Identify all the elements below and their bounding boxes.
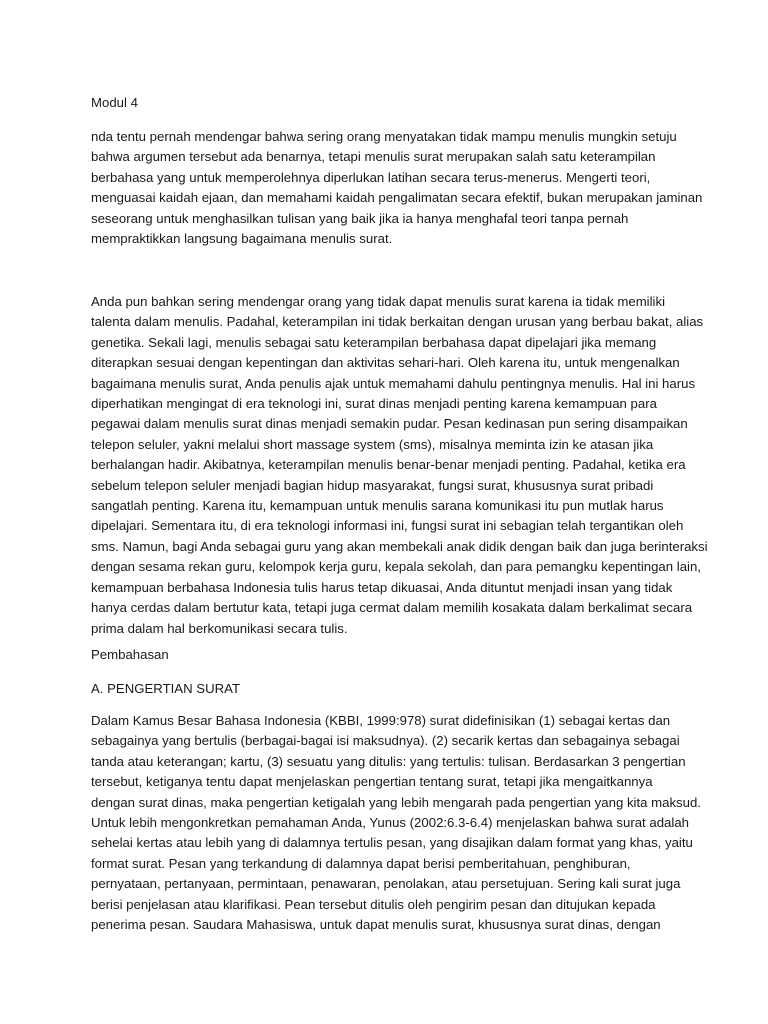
paragraph-line: sebelum telepon seluler menjadi bagian hidup masyarakat, fungsi surat, khususnya surat pribadi (91, 477, 654, 493)
paragraph-line: penerima pesan. Saudara Mahasiswa, untuk dapat menulis surat, khususnya surat dinas, dengan (91, 917, 661, 933)
paragraph-line: berisi penjelasan atau klarifikasi. Pean tersebut ditulis oleh pengirim pesan dan ditujukan kepada (91, 896, 656, 912)
section-a-heading (91, 679, 691, 699)
paragraph-line: Anda pun bahkan sering mendengar orang yang tidak dapat menulis surat karena ia tidak memiliki (91, 294, 665, 309)
paragraph-line: tersebut, ketiganya tentu dapat menjelaskan pengertian tentang surat, tetapi jika mengaitkannya (91, 774, 653, 790)
paragraph-kbbi (91, 711, 701, 935)
paragraph-line: tanda atau keterangan; kartu, (3) sesuatu yang ditulis: yang tertulis: tulisan. Berdasarkan 3 pengertian (91, 753, 686, 769)
paragraph-line: berhalangan hadir. Akibatnya, keterampilan menulis benar-benar menjadi penting. Padahal, ketika era (91, 457, 686, 473)
paragraph-line: bagaimana menulis surat, Anda penulis ajak untuk memahami dahulu pentingnya menulis. Hal ini harus (91, 375, 696, 391)
paragraph-line: sms. Namun, bagi Anda sebagai guru yang akan membekali anak didik dengan baik dan juga berinteraksi (91, 538, 708, 554)
paragraph-line: telepon seluler, yakni melalui short massage system (sms), misalnya meminta izin ke atasan jika (91, 436, 654, 452)
paragraph-line: prima dalam hal berkomunikasi secara tulis. (91, 620, 348, 636)
paragraph-line: dengan surat dinas, maka pengertian ketigalah yang lebih mengarah pada pengertian yang kita maksud. (91, 794, 701, 810)
paragraph-line: nda tentu pernah mendengar bahwa sering orang menyatakan tidak mampu menulis mungkin setuju (91, 129, 677, 144)
pembahasan-text: Pembahasan (91, 647, 169, 662)
paragraph-line: dipelajari. Sementara itu, di era teknologi informasi ini, fungsi surat ini sebagian telah tergantikan oleh (91, 518, 684, 534)
paragraph-talenta (91, 292, 708, 639)
paragraph-line: diperhatikan mengingat di era teknologi ini, surat dinas menjadi penting karena kemampuan para (91, 396, 657, 412)
title-text: Modul 4 (91, 95, 138, 110)
paragraph-line: sehelai kertas atau lebih yang di dalamnya tertulis pesan, yang disajikan dalam format yang khas, yaitu (91, 835, 693, 851)
document-title (91, 93, 691, 113)
paragraph-line: berbahasa yang untuk memperolehnya diperlukan latihan secara terus-menerus. Mengerti teori, (91, 169, 651, 185)
paragraph-line: sangatlah penting. Karena itu, kemampuan untuk menulis sarana komunikasi itu pun mutlak harus (91, 498, 664, 514)
paragraph-line: talenta dalam menulis. Padahal, keterampilan ini tidak berkaitan dengan urusan yang berbau bakat, alias (91, 314, 704, 330)
paragraph-line: bahwa argumen tersebut ada benarnya, tetapi menulis surat merupakan salah satu keterampilan (91, 149, 656, 165)
paragraph-line: kemampuan berbahasa Indonesia tulis harus tetap dikuasai, Anda dituntut menjadi insan yang tidak (91, 579, 673, 595)
paragraph-line: pernyataan, pertanyaan, permintaan, penawaran, penolakan, atau persetujuan. Sering kali surat juga (91, 876, 681, 892)
paragraph-line: Untuk lebih mengonkretkan pemahaman Anda, Yunus (2002:6.3-6.4) menjelaskan bahwa surat adalah (91, 815, 689, 831)
paragraph-line: genetika. Sekali lagi, menulis sebagai satu keterampilan berbahasa dapat dipelajari jika memang (91, 334, 657, 350)
paragraph-line: mempraktikkan langsung bagaimana menulis surat. (91, 231, 393, 247)
paragraph-line: seseorang untuk menghasilkan tulisan yang baik jika ia hanya menghafal teori tanpa pernah (91, 210, 629, 226)
paragraph-line: menguasai kaidah ejaan, dan memahami kaidah pengalimatan secara efektif, bukan merupakan jaminan (91, 190, 703, 206)
pembahasan-heading (91, 645, 691, 665)
paragraph-line: pegawai dalam menulis surat dinas menjadi semakin pudar. Pesan kedinasan pun sering disampaikan (91, 416, 688, 432)
paragraph-line: Dalam Kamus Besar Bahasa Indonesia (KBBI, 1999:978) surat didefinisikan (1) sebagai kertas dan (91, 713, 671, 728)
section-a-text: A. PENGERTIAN SURAT (91, 681, 240, 696)
paragraph-line: format surat. Pesan yang terkandung di dalamnya dapat berisi pemberitahuan, penghiburan, (91, 855, 631, 871)
paragraph-line: hanya cerdas dalam bertutur kata, tetapi juga cermat dalam memilih kosakata dalam berkalimat secara (91, 600, 693, 616)
paragraph-intro (91, 127, 703, 249)
paragraph-line: dengan sesama rekan guru, kelompok kerja guru, kepala sekolah, dan para pemangku kepentingan lain, (91, 559, 701, 575)
paragraph-line: diterapkan sesuai dengan kepentingan dan aktivitas sehari-hari. Oleh karena itu, untuk mengenalkan (91, 355, 680, 371)
paragraph-line: sebagainya yang bertulis (berbagai-bagai isi maksudnya). (2) secarik kertas dan sebagainya sebagai (91, 733, 680, 749)
